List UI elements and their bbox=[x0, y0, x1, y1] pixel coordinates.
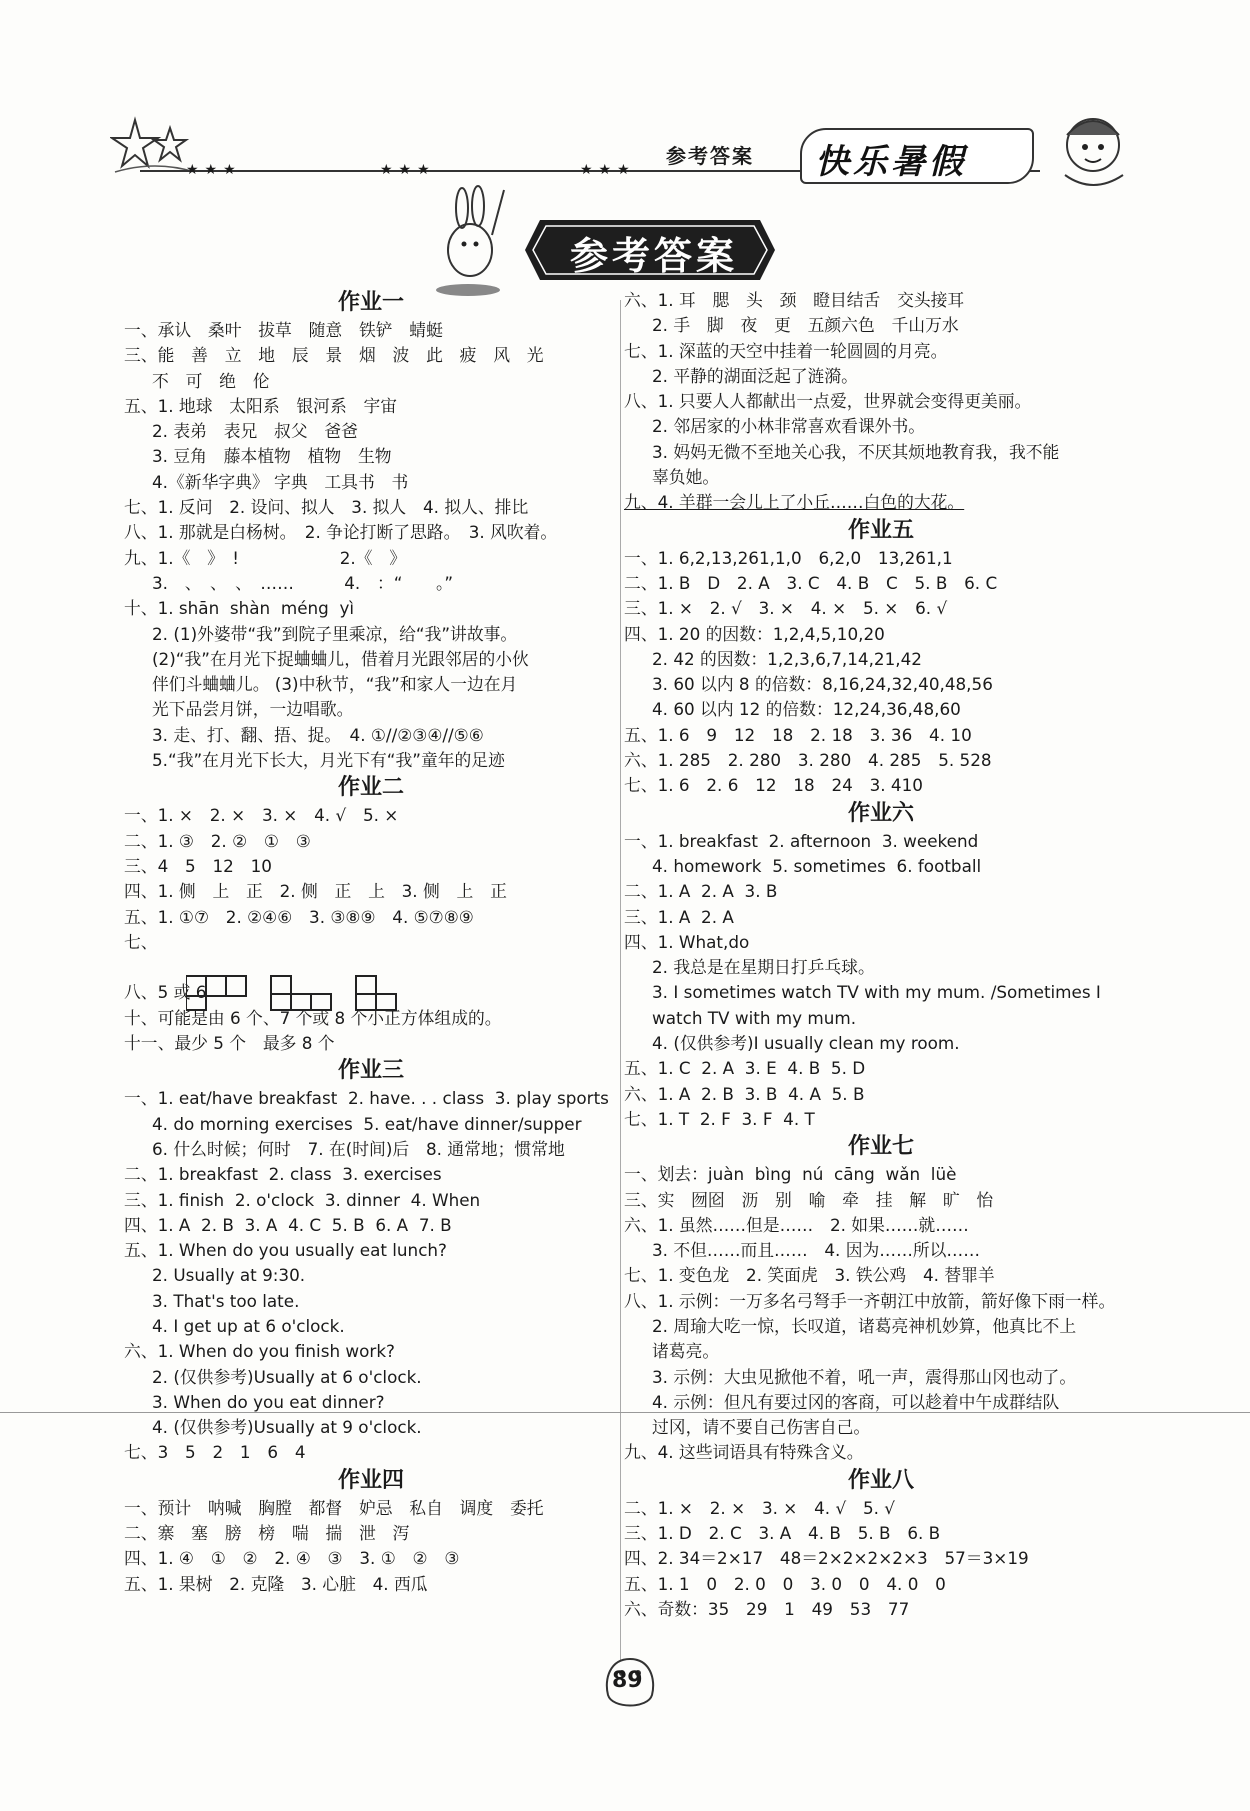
answer-line: 过冈，请不要自己伤害自己。 bbox=[652, 1417, 871, 1438]
mascot-icon bbox=[1045, 105, 1140, 190]
answer-line: 不 可 绝 伦 bbox=[152, 370, 270, 391]
answer-line: 4.《新华字典》 字典 工具书 书 bbox=[152, 471, 409, 492]
answer-line: 伴们斗蛐蛐儿。 (3)中秋节，“我”和家人一边在月 bbox=[152, 674, 518, 695]
answer-line: 二、1. breakfast 2. class 3. exercises bbox=[124, 1164, 442, 1185]
answer-line: 六、1. When do you finish work? bbox=[124, 1341, 395, 1362]
answer-line: 七、1. 反问 2. 设问、拟人 3. 拟人 4. 拟人、排比 bbox=[124, 497, 529, 518]
answer-line: 2. 平静的湖面泛起了涟漪。 bbox=[652, 365, 858, 386]
rabbit-mascot-icon bbox=[436, 186, 504, 296]
answer-line: 九、1.《 》 ! 2.《 》 bbox=[124, 547, 407, 568]
section-heading: 作业一 bbox=[337, 290, 404, 315]
answer-line: 四、1. 20 的因数：1,2,4,5,10,20 bbox=[624, 623, 885, 644]
section-heading: 作业七 bbox=[847, 1134, 914, 1160]
answer-line: 3. When do you eat dinner? bbox=[152, 1391, 385, 1412]
answer-line: 一、承认 桑叶 拔草 随意 铁铲 蜻蜓 bbox=[124, 320, 443, 340]
section-heading: 作业八 bbox=[847, 1467, 914, 1493]
answer-line: 二、1. × 2. × 3. × 4. √ 5. √ bbox=[624, 1497, 895, 1518]
answer-line: 八、1. 那就是白杨树。 2. 争论打断了思路。 3. 风吹着。 bbox=[124, 522, 558, 543]
answer-line: 2. (1)外婆带“我”到院子里乘凉，给“我”讲故事。 bbox=[152, 623, 518, 644]
answer-line: 2. 邻居家的小林非常喜欢看课外书。 bbox=[652, 416, 926, 437]
answer-line: 一、1. 6,2,13,261,1,0 6,2,0 13,261,1 bbox=[624, 547, 953, 568]
answer-line: 九、4. 羊群一会儿上了小丘……白色的大花。 bbox=[624, 492, 965, 513]
cube-views-figure bbox=[186, 972, 426, 1012]
answer-line: 四、1. A 2. B 3. A 4. C 5. B 6. A 7. B bbox=[124, 1214, 452, 1235]
answer-line: 七、1. 6 2. 6 12 18 24 3. 410 bbox=[624, 775, 923, 796]
answer-line: 2. 我总是在星期日打乒乓球。 bbox=[652, 957, 875, 978]
answer-line: 八、5 或 6 bbox=[124, 982, 207, 1003]
answer-column-right bbox=[624, 288, 1138, 1622]
answer-line: 三、1. finish 2. o'clock 3. dinner 4. When bbox=[124, 1189, 481, 1210]
answer-line: 6. 什么时候；何时 7. 在(时间)后 8. 通常地；惯常地 bbox=[152, 1138, 565, 1159]
answer-line: 六、1. 耳 腮 头 颈 瞪目结舌 交头接耳 bbox=[624, 290, 965, 310]
answer-line: 2. 手 脚 夜 更 五颜六色 千山万水 bbox=[652, 315, 959, 336]
answer-line: 二、寨 塞 膀 榜 喘 揣 泄 泻 bbox=[124, 1523, 410, 1544]
answer-line: 辜负她。 bbox=[652, 467, 720, 488]
answer-line: 4. homework 5. sometimes 6. football bbox=[652, 855, 982, 876]
column-divider bbox=[620, 300, 621, 1660]
page-header bbox=[0, 0, 1250, 200]
answer-line: 六、1. A 2. B 3. B 4. A 5. B bbox=[624, 1083, 865, 1104]
answer-line: 五、1. 果树 2. 克隆 3. 心脏 4. 西瓜 bbox=[124, 1573, 428, 1594]
answer-line: 五、1. ①⑦ 2. ②④⑥ 3. ③⑧⑨ 4. ⑤⑦⑧⑨ bbox=[124, 906, 474, 927]
answer-line: 2. 表弟 表兄 叔父 爸爸 bbox=[152, 421, 358, 442]
answer-line: 五、1. When do you usually eat lunch? bbox=[124, 1240, 447, 1261]
answer-line: 3. 60 以内 8 的倍数：8,16,24,32,40,48,56 bbox=[652, 674, 993, 695]
header-stars-icon: ★★★ bbox=[580, 162, 636, 178]
answer-line: 3. 豆角 藤本植物 植物 生物 bbox=[152, 446, 392, 467]
answer-line: 十一、最少 5 个 最多 8 个 bbox=[124, 1033, 335, 1054]
section-heading: 作业二 bbox=[337, 775, 404, 801]
answer-line: 七、1. 变色龙 2. 笑面虎 3. 铁公鸡 4. 替罪羊 bbox=[624, 1265, 995, 1286]
answer-line: 四、1. 侧 上 正 2. 侧 正 上 3. 侧 上 正 bbox=[124, 881, 507, 902]
answer-line: 五、1. 6 9 12 18 2. 18 3. 36 4. 10 bbox=[624, 724, 972, 745]
answer-line: 3. 走、打、翻、捂、捉。 4. ①//②③④//⑤⑥ bbox=[152, 724, 484, 745]
answer-line: 一、划去：juàn bìng nú cāng wǎn lüè bbox=[624, 1164, 957, 1185]
answer-line: 九、4. 这些词语具有特殊含义。 bbox=[624, 1442, 864, 1463]
answer-line: 五、1. 1 0 2. 0 0 3. 0 0 4. 0 0 bbox=[624, 1573, 946, 1594]
answer-line: 2. Usually at 9:30. bbox=[152, 1265, 306, 1286]
answer-line: 诸葛亮。 bbox=[652, 1341, 720, 1362]
section-heading: 作业四 bbox=[337, 1467, 404, 1493]
answer-line: 二、1. B D 2. A 3. C 4. B C 5. B 6. C bbox=[624, 572, 998, 593]
section-heading: 作业六 bbox=[847, 800, 914, 826]
answer-line: 2. 42 的因数：1,2,3,6,7,14,21,42 bbox=[652, 648, 922, 669]
answer-line: 六、1. 虽然……但是…… 2. 如果……就…… bbox=[624, 1214, 969, 1235]
answer-line: 3. I sometimes watch TV with my mum. /Sometimes I bbox=[652, 982, 1101, 1003]
answer-line: 七、3 5 2 1 6 4 bbox=[124, 1442, 306, 1463]
answer-line: watch TV with my mum. bbox=[652, 1007, 857, 1028]
header-title: 快乐暑假 bbox=[815, 142, 967, 182]
answer-line: 一、1. × 2. × 3. × 4. √ 5. × bbox=[124, 805, 399, 826]
page-number: 89 bbox=[612, 1668, 643, 1693]
answer-line: 光下品尝月饼，一边唱歌。 bbox=[152, 699, 354, 720]
answer-line: 3. That's too late. bbox=[152, 1290, 300, 1311]
answer-line: 三、1. × 2. √ 3. × 4. × 5. × 6. √ bbox=[624, 598, 948, 619]
answer-line: 六、1. 285 2. 280 3. 280 4. 285 5. 528 bbox=[624, 750, 992, 771]
answer-line: 4. do morning exercises 5. eat/have dinner/supper bbox=[152, 1113, 582, 1134]
answer-line: 八、1. 只要人人都献出一点爱，世界就会变得更美丽。 bbox=[624, 391, 1032, 412]
answer-line: 一、1. breakfast 2. afternoon 3. weekend bbox=[624, 830, 979, 851]
answer-line: 七、 bbox=[124, 931, 158, 952]
answer-line: 七、1. T 2. F 3. F 4. T bbox=[624, 1108, 815, 1129]
answer-line: 三、1. D 2. C 3. A 4. B 5. B 6. B bbox=[624, 1523, 941, 1544]
answer-line: 八、1. 示例：一万多名弓弩手一齐朝江中放箭，箭好像下雨一样。 bbox=[624, 1290, 1116, 1311]
answer-line: 3. 不但……而且…… 4. 因为……所以…… bbox=[652, 1240, 980, 1261]
answer-line: 十、可能是由 6 个、7 个或 8 个小正方体组成的。 bbox=[124, 1007, 502, 1028]
answer-line: 4. (仅供参考)Usually at 9 o'clock. bbox=[152, 1417, 422, 1438]
answer-line: 3. 、 、 、 …… 4. ：“ 。” bbox=[152, 572, 454, 593]
answer-line: 三、实 囫囵 沥 别 喻 牵 挂 解 旷 怡 bbox=[624, 1189, 994, 1210]
section-heading: 作业五 bbox=[847, 517, 914, 543]
answer-line: 4. 60 以内 12 的倍数：12,24,36,48,60 bbox=[652, 699, 961, 720]
answer-line: 3. 示例：大虫见掀他不着，吼一声，震得那山冈也动了。 bbox=[652, 1366, 1077, 1387]
answer-line: 四、2. 34＝2×17 48＝2×2×2×2×3 57＝3×19 bbox=[624, 1548, 1029, 1569]
answer-line: 2. 周瑜大吃一惊，长叹道，诸葛亮神机妙算，他真比不上 bbox=[652, 1315, 1077, 1336]
answer-line: (2)“我”在月光下捉蛐蛐儿，借着月光跟邻居的小伙 bbox=[152, 648, 529, 669]
answer-line: 3. 妈妈无微不至地关心我，不厌其烦地教育我，我不能 bbox=[652, 441, 1060, 462]
answer-line: 三、4 5 12 10 bbox=[124, 855, 272, 876]
answer-line: 四、1. ④ ① ② 2. ④ ③ 3. ① ② ③ bbox=[124, 1548, 460, 1569]
answer-line: 五、1. C 2. A 3. E 4. B 5. D bbox=[624, 1058, 866, 1079]
header-stars-icon: ★★★ bbox=[186, 162, 242, 178]
answer-line: 七、1. 深蓝的天空中挂着一轮圆圆的月亮。 bbox=[624, 340, 948, 361]
answer-line: 2. (仅供参考)Usually at 6 o'clock. bbox=[152, 1366, 422, 1387]
answer-line: 4. 示例：但凡有要过冈的客商，可以趁着中午成群结队 bbox=[652, 1391, 1060, 1412]
answer-line: 4. I get up at 6 o'clock. bbox=[152, 1315, 345, 1336]
answer-line: 5.“我”在月光下长大，月光下有“我”童年的足迹 bbox=[152, 750, 505, 771]
answer-line: 四、1. What,do bbox=[624, 931, 750, 952]
answer-line: 五、1. 地球 太阳系 银河系 宇宙 bbox=[124, 395, 398, 416]
answer-column-left bbox=[124, 288, 618, 1597]
answer-line: 六、奇数：35 29 1 49 53 77 bbox=[624, 1598, 910, 1619]
answer-line: 二、1. A 2. A 3. B bbox=[624, 881, 778, 902]
header-stars-icon: ★★★ bbox=[380, 162, 436, 178]
header-label: 参考答案 bbox=[666, 144, 754, 168]
answer-line: 一、预计 呐喊 胸膛 都督 妒忌 私自 调度 委托 bbox=[124, 1497, 544, 1518]
answer-line: 4. (仅供参考)I usually clean my room. bbox=[652, 1033, 960, 1054]
answer-line: 二、1. ③ 2. ② ① ③ bbox=[124, 830, 311, 851]
section-heading: 作业三 bbox=[337, 1058, 404, 1084]
answer-line: 三、1. A 2. A bbox=[624, 906, 734, 927]
banner-title: 参考答案 bbox=[570, 233, 739, 278]
answer-line: 三、能 善 立 地 辰 景 烟 波 此 疲 风 光 bbox=[124, 345, 544, 366]
answer-line: 一、1. eat/have breakfast 2. have. . . class 3. play sports bbox=[124, 1088, 609, 1109]
answer-line: 十、1. shān shàn méng yì bbox=[124, 598, 355, 619]
